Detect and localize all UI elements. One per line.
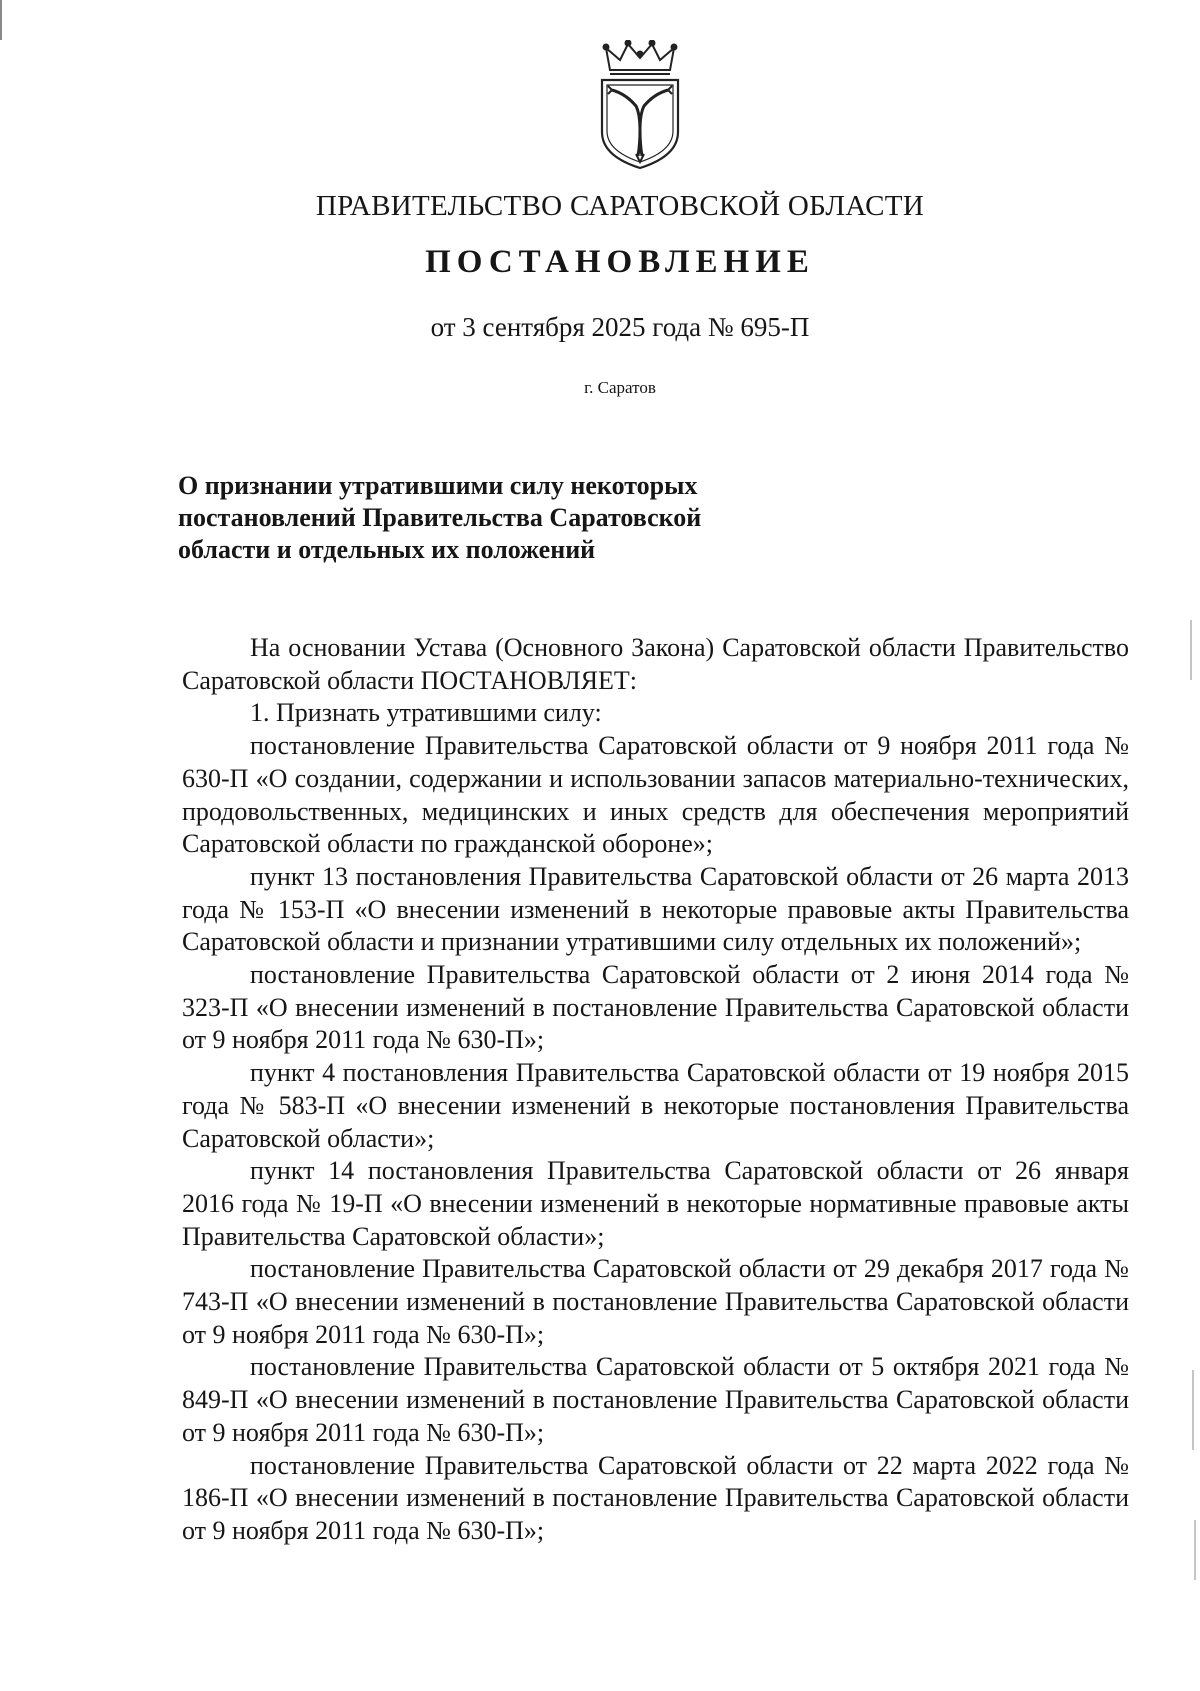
subject-line: области и отдельных их положений xyxy=(178,535,596,564)
scan-artifact xyxy=(1194,1520,1196,1580)
body-paragraph: постановление Правительства Саратовской области от 2 июня 2014 года № 323-П «О внесении изменений в постановление Правительства Саратовской области от 9 ноября 2011 года № 630-П»; xyxy=(182,960,1129,1055)
document-date-number: от 3 сентября 2025 года № 695-П xyxy=(430,312,810,342)
body-paragraph: постановление Правительства Саратовской области от 5 октября 2021 года № 849-П «О внесении изменений в постановление Правительства Саратовской области от 9 ноября 2011 года № 630-П»; xyxy=(182,1352,1129,1447)
body-paragraph: постановление Правительства Саратовской области от 29 декабря 2017 года № 743-П «О внесении изменений в постановление Правительства Саратовской области от 9 ноября 2011 года № 630-П»; xyxy=(182,1254,1129,1349)
document-body xyxy=(182,632,1129,1548)
body-paragraph: постановление Правительства Саратовской области от 9 ноября 2011 года № 630-П «О создании, содержании и использовании запасов материально-технических, продовольственных, медицинских и иных средств для обеспечения мероприятий Саратовской области по гражданской обороне»; xyxy=(182,731,1129,859)
body-paragraph: постановление Правительства Саратовской области от 22 марта 2022 года № 186-П «О внесении изменений в постановление Правительства Саратовской области от 9 ноября 2011 года № 630-П»; xyxy=(182,1450,1129,1545)
authority-name: ПРАВИТЕЛЬСТВО САРАТОВСКОЙ ОБЛАСТИ xyxy=(315,190,925,222)
subject-line: О признании утратившими силу некоторых xyxy=(178,471,698,500)
document-type: ПОСТАНОВЛЕНИЕ xyxy=(425,244,815,280)
body-paragraph: пункт 14 постановления Правительства Саратовской области от 26 января 2016 года № 19-П «О внесении изменений в некоторые нормативные правовые акты Правительства Саратовской области»; xyxy=(182,1156,1129,1251)
subject-line: постановлений Правительства Саратовской xyxy=(178,503,702,532)
saratov-coat-of-arms-icon xyxy=(596,40,684,170)
document-subject xyxy=(178,470,778,566)
scan-artifact xyxy=(0,0,2,40)
document-city: г. Саратов xyxy=(584,378,656,397)
body-paragraph: пункт 4 постановления Правительства Саратовской области от 19 ноября 2015 года № 583-П «О внесении изменений в некоторые постановления Правительства Саратовской области»; xyxy=(182,1058,1129,1153)
body-paragraph: На основании Устава (Основного Закона) Саратовской области Правительство Саратовской области ПОСТАНОВЛЯЕТ: xyxy=(182,633,1129,695)
scan-artifact xyxy=(1190,620,1192,680)
body-paragraph: пункт 13 постановления Правительства Саратовской области от 26 марта 2013 года № 153-П «О внесении изменений в некоторые правовые акты Правительства Саратовской области и признании утратившими силу отдельных их положений»; xyxy=(182,861,1129,957)
body-paragraph: 1. Признать утратившими силу: xyxy=(250,698,602,728)
scan-artifact xyxy=(1192,1370,1194,1450)
